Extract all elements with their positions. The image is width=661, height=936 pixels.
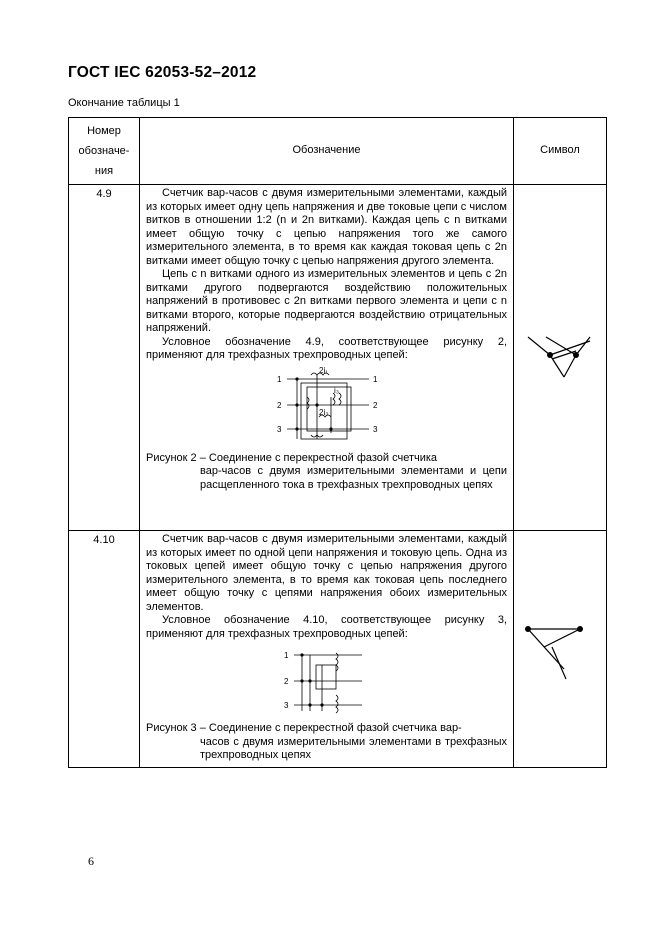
figure-label-coil-mid: i₃ (333, 385, 339, 395)
symbol-4-10-icon (514, 607, 607, 687)
row-number: 4.10 (69, 531, 140, 768)
document-title: ГОСТ IEC 62053-52–2012 (68, 64, 257, 81)
figure-caption-rest: часов с двумя измерительными элементами в трехфазных трехпроводных цепях (200, 735, 507, 761)
header-designation: Обозначение (140, 118, 514, 185)
table-continuation-label: Окончание таблицы 1 (68, 97, 180, 109)
symbol-4-9-icon (514, 315, 607, 395)
figure-caption-lead: Рисунок 2 – Соединение с перекрестной фазой счетчика (146, 451, 438, 464)
description-paragraph: Условное обозначение 4.9, соответствующее рисунку 2, применяют для трехфазных трехпроводных цепей: (146, 335, 507, 361)
figure-3-circuit-diagram (272, 645, 382, 717)
table-header-row (69, 118, 607, 185)
table-row (69, 185, 607, 531)
figure-label-wire-2-right: 2 (372, 400, 377, 410)
header-number-line: ния (94, 165, 114, 177)
figure-caption-rest: вар-часов с двумя измерительными элементами и цепи расщепленного тока в трехфазных трехпроводных цепях (200, 465, 507, 491)
header-symbol: Символ (514, 118, 607, 185)
figure-caption (146, 452, 507, 493)
row-number: 4.9 (69, 185, 140, 531)
header-number (69, 118, 140, 185)
page-number: 6 (88, 854, 94, 868)
row-description (140, 185, 514, 531)
figure-caption (146, 722, 507, 763)
figure-label-wire-1: 1 (283, 651, 288, 660)
figure-label-coil-top: 2i₁ (318, 366, 328, 375)
figure-label-wire-1-right: 1 (372, 374, 377, 384)
header-number-line: Номер (87, 125, 121, 137)
figure-label-wire-3: 3 (276, 424, 281, 434)
figure-label-wire-1: 1 (276, 374, 281, 384)
figure-label-wire-2: 2 (276, 400, 281, 410)
figure-label-wire-3-right: 3 (372, 424, 377, 434)
description-paragraph: Условное обозначение 4.10, соответствующее рисунку 3, применяют для трехфазных трехпроводных цепей: (146, 614, 507, 640)
figure-caption-lead: Рисунок 3 – Соединение с перекрестной фазой счетчика вар- (146, 722, 462, 734)
description-paragraph: Счетчик вар-часов с двумя измерительными элементами, каждый из которых имеет по одной цепи напряжения и токовую цепь. Одна из токовых цепей имеет общую точку с цепью напряжения другого измерительного элемента, в то время как токовая цепь последнего имеет общую точку с цепями напряжения обоих измерительных элементов. (146, 533, 507, 613)
row-symbol (514, 185, 607, 531)
figure-label-wire-3: 3 (283, 701, 288, 710)
designation-table (68, 117, 607, 768)
table-row (69, 531, 607, 768)
description-paragraph: Цепь с n витками одного из измерительных элементов и цепь с 2n витками другого подвергаются воздействию положительных напряжений в противовес с 2n витками первого элемента и цепи с n витками второго, которые подвергаются воздействию отрицательных напряжений. (146, 268, 507, 334)
figure-label-coil-bot: 2i₃ (318, 407, 328, 417)
row-description (140, 531, 514, 768)
header-number-line: обозначе- (78, 145, 130, 157)
figure-2-circuit-diagram (267, 367, 387, 447)
row-symbol (514, 531, 607, 768)
figure-label-wire-2: 2 (283, 677, 288, 686)
description-paragraph: Счетчик вар-часов с двумя измерительными элементами, каждый из которых имеет одну цепь напряжения и две токовые цепи с числом витков в отношении 1:2 (n и 2n витками). Каждая цепь с n витками имеет общую точку с цепью напряжения того же самого измерительного элемента, в то время как каждая токовая цепь с 2n витками имеет общую точку с цепью напряжения другого элемента. (146, 187, 507, 267)
